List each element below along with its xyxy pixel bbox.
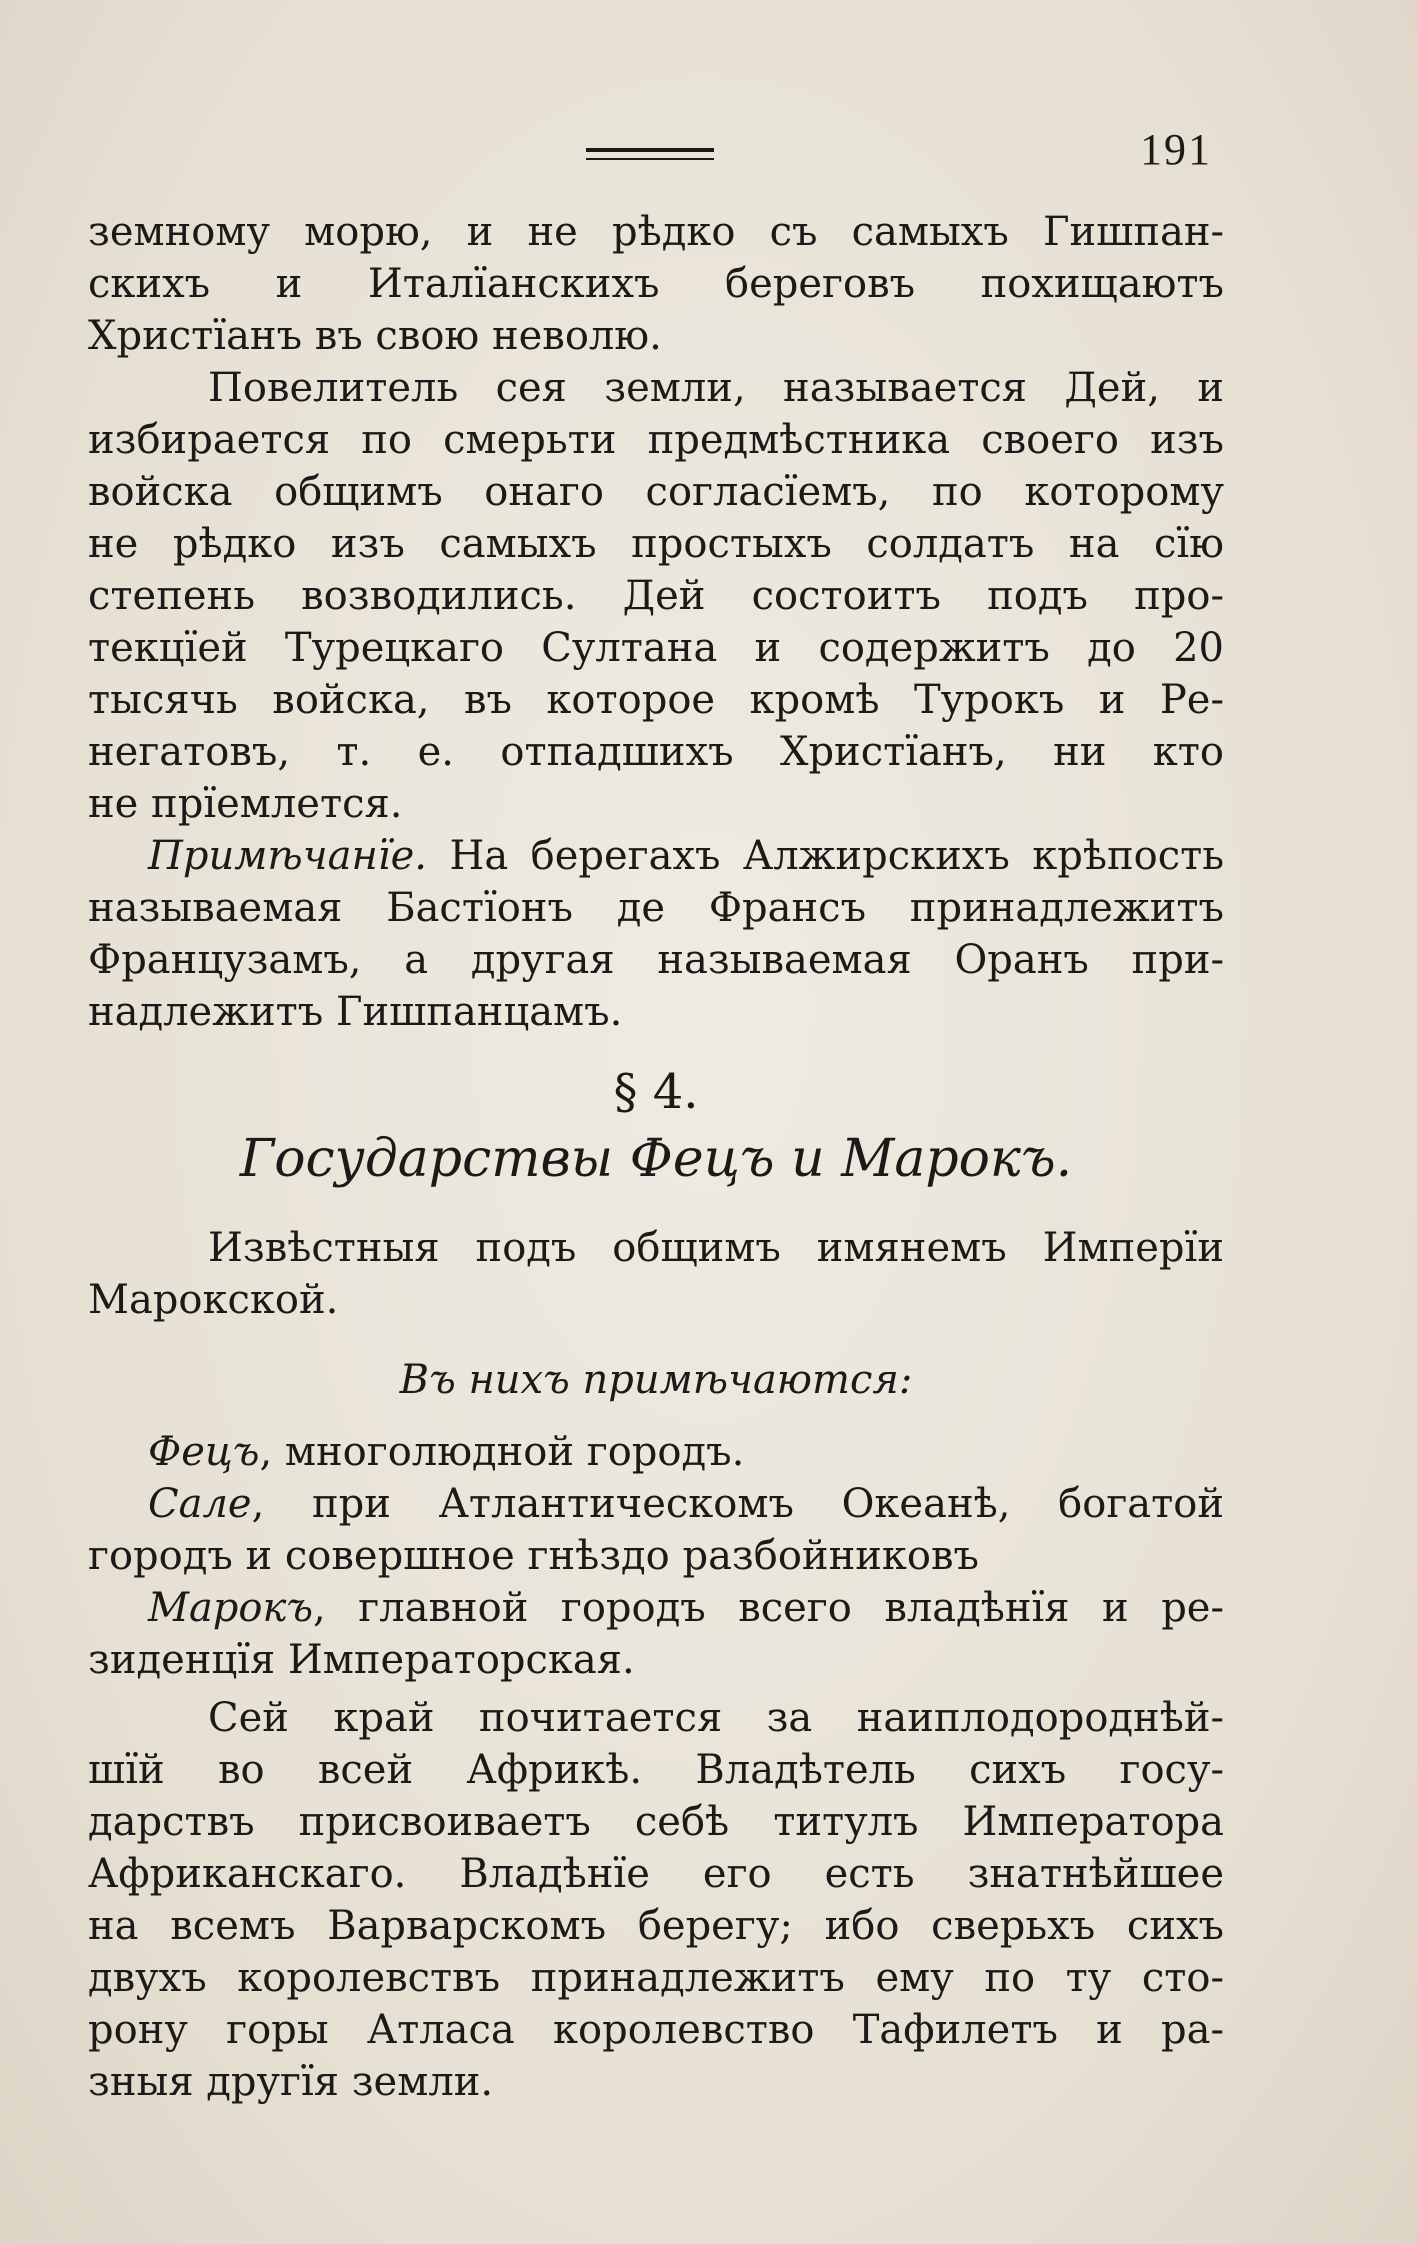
closing-line: рону горы Атласа королевство Тафилетъ и ра- [88, 2007, 1224, 2053]
text-line: не рѣдко изъ самыхъ простыхъ солдатъ на сїю [88, 521, 1224, 567]
city-entry-continued: городъ и совершное гнѣздо разбойниковъ [88, 1533, 979, 1579]
city-name: Марокъ [148, 1585, 314, 1631]
note-line: Французамъ, а другая называемая Оранъ при- [88, 937, 1224, 983]
text-line: скихъ и Италїанскихъ береговъ похищаютъ [88, 261, 1224, 307]
closing-line: Африканскаго. Владѣнїе его есть знатнѣйшее [88, 1851, 1224, 1897]
city-entry-continued: зиденцїя Императорская. [88, 1637, 635, 1683]
city-description: , главной городъ всего владѣнїя и ре- [313, 1585, 1224, 1631]
note-line [88, 830, 1224, 882]
closing-line: Сей край почитается за наиплодороднѣй- [208, 1695, 1224, 1741]
city-name: Фецъ [148, 1429, 260, 1475]
subheading: Въ нихъ примѣчаются: [399, 1357, 913, 1403]
section-title: Государствы Фецъ и Марокъ. [239, 1129, 1073, 1189]
closing-line: шїй во всей Африкѣ. Владѣтель сихъ госу- [88, 1747, 1224, 1793]
page-number: 191 [1140, 125, 1212, 174]
closing-line: двухъ королевствъ принадлежитъ ему по ту сто- [88, 1955, 1224, 2001]
text-line: тысячь войска, въ которое кромѣ Турокъ и Ре- [88, 677, 1224, 723]
city-entry [88, 1426, 1224, 1478]
header-rule [586, 148, 714, 160]
text-line: избирается по смерьти предмѣстника своего изъ [88, 417, 1224, 463]
intro-line: Извѣстныя подъ общимъ имянемъ Имперїи [208, 1225, 1224, 1271]
closing-line: зныя другїя земли. [88, 2059, 494, 2105]
intro-line: Марокской. [88, 1277, 339, 1323]
city-description: , многолюдной городъ. [259, 1429, 745, 1475]
note-line: надлежитъ Гишпанцамъ. [88, 989, 623, 1035]
city-entry [88, 1478, 1224, 1530]
closing-line: на всемъ Варварскомъ берегу; ибо сверьхъ сихъ [88, 1903, 1224, 1949]
section-number: § 4. [613, 1064, 699, 1120]
text-line: степень возводились. Дей состоитъ подъ про- [88, 573, 1224, 619]
note-text: На берегахъ Алжирскихъ крѣпость [449, 833, 1224, 879]
text-line: текцїей Турецкаго Султана и содержитъ до 20 [88, 625, 1224, 671]
page-header [0, 120, 1417, 180]
text-line: не прїемлется. [88, 781, 403, 827]
page-body [88, 206, 1224, 2108]
closing-line: дарствъ присвоиваетъ себѣ титулъ Императора [88, 1799, 1224, 1845]
text-line: Повелитель сея земли, называется Дей, и [208, 365, 1224, 411]
city-name: Сале [148, 1481, 252, 1527]
note-label: Примѣчанїе. [148, 833, 427, 879]
text-line: Христїанъ въ свою неволю. [88, 313, 662, 359]
city-entry [88, 1582, 1224, 1634]
text-line: негатовъ, т. е. отпадшихъ Христїанъ, ни кто [88, 729, 1224, 775]
city-description: , при Атлантическомъ Океанѣ, богатой [251, 1481, 1224, 1527]
text-line: земному морю, и не рѣдко съ самыхъ Гишпан- [88, 209, 1224, 255]
text-line: войска общимъ онаго согласїемъ, по которому [88, 469, 1224, 515]
note-line: называемая Бастїонъ де Франсъ принадлежитъ [88, 885, 1224, 931]
